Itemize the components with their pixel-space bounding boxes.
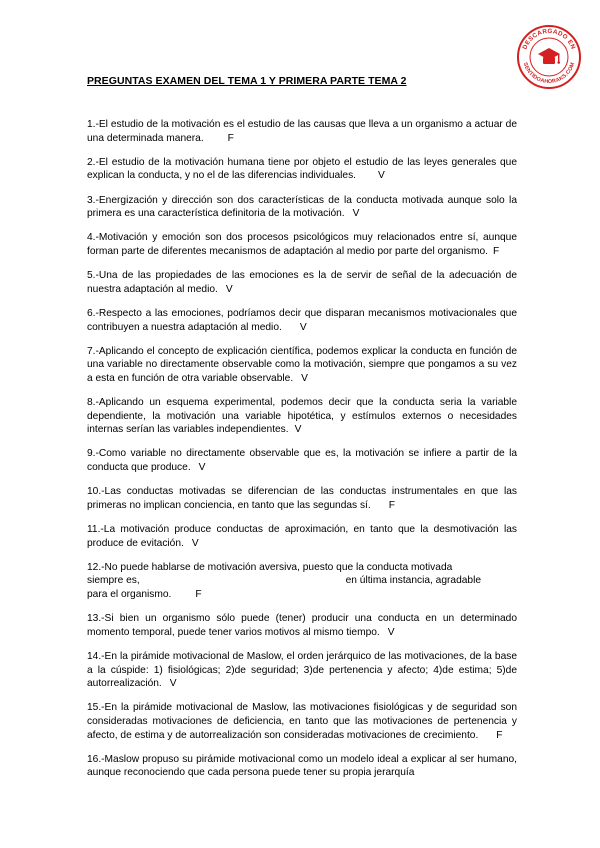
question-12-line-2-right: en última instancia, agradable [345,575,481,587]
download-stamp-icon [516,24,582,90]
question-text: 10.-Las conductas motivadas se diferencian de las conductas instrumentales en que las primeras no implican conciencia, en tanto que las segundas sí. [87,486,517,511]
question-1 [87,118,517,145]
question-8 [87,396,517,437]
page-title: PREGUNTAS EXAMEN DEL TEMA 1 Y PRIMERA PARTE TEMA 2 [87,75,407,87]
question-12-line-3 [87,588,517,602]
question-7 [87,345,517,386]
svg-text:DESCARGADO EN [521,28,576,51]
stamp-text-top: DESCARGADO EN [521,27,577,51]
question-text: 16.-Maslow propuso su pirámide motivacional como un modelo ideal a explicar al ser humano, aunque reconociendo que cada persona puede tener su propia jerarquía [87,753,517,779]
question-answer: V [198,462,206,474]
question-answer: V [352,208,360,220]
question-answer: V [191,537,199,549]
question-text: 3.-Energización y dirección son dos características de la conducta motivada aunque solo la primera es una característica definitoria de la motivación. [87,194,517,220]
question-answer: F [227,132,234,144]
question-answer: V [378,170,385,182]
stamp-text-bottom: SENTIDOAHORAKS.COM [521,61,577,86]
question-answer: V [299,321,307,333]
question-16 [87,753,517,780]
question-12 [87,561,517,602]
question-answer: F [496,729,503,741]
question-12-line-3-text: para el organismo. [87,588,172,600]
question-3 [87,194,517,221]
question-14 [87,650,517,691]
question-11 [87,523,517,550]
question-12-line-2 [87,574,517,588]
question-text: 14.-En la pirámide motivacional de Maslow, el orden jerárquico de las motivaciones, de la base a la cúspide: 1) fisiológicas; 2)de seguridad; 3)de pertenencia y afecto; 4)de estima; 5)de autorrealización. [87,650,517,690]
question-text: 8.-Aplicando un esquema experimental, podemos decir que la conducta seria la variable dependiente, la motivación una variable hipotética, y estímulos externos o necesidades internas serían las variables independientes. [87,397,517,436]
question-text: 1.-El estudio de la motivación es el estudio de las causas que lleva a un organismo a actuar de una determinada manera. [87,119,517,144]
question-text: 13.-Si bien un organismo sólo puede (tener) producir una conducta en un determinado momento temporal, puede tener varios motivos al mismo tiempo. [87,613,517,638]
question-text: 15.-En la pirámide motivacional de Maslow, las motivaciones fisiológicas y de seguridad son consideradas motivaciones de deficiencia, en tanto que las motivaciones de pertenencia y afecto, de estima y de autorrealización son consideradas motivaciones de crecimiento. [87,702,517,741]
question-text: 7.-Aplicando el concepto de explicación científica, podemos explicar la conducta en función de una variable no directamente observable como la motivación, siempre que pongamos a su vez a esta en función de otra variable observable. [87,345,517,384]
question-4 [87,231,517,258]
question-9 [87,447,517,474]
question-answer: V [294,424,302,436]
question-answer: V [387,626,395,638]
question-text: 6.-Respecto a las emociones, podríamos decir que disparan mecanismos motivacionales que contribuyen a nuestra adaptación al medio. [87,307,517,333]
question-text: 11.-La motivación produce conductas de aproximación, en tanto que la desmotivación las produce de evitación. [87,524,517,549]
question-2 [87,156,517,183]
question-answer: V [225,283,233,295]
question-5 [87,269,517,296]
question-answer: V [301,372,308,384]
question-13 [87,612,517,639]
question-answer: V [169,678,177,690]
question-10 [87,485,517,512]
question-text: 9.-Como variable no directamente observable que es, la motivación se infiere a partir de la conducta que produce. [87,448,517,474]
question-6 [87,307,517,334]
question-12-line-2-left: siempre es, [87,575,140,587]
question-text: 5.-Una de las propiedades de las emociones es la de servir de señal de la adecuación de nuestra adaptación al medio. [87,270,517,295]
question-answer: F [195,588,202,600]
question-15 [87,701,517,742]
question-answer: F [388,499,395,511]
question-text: 4.-Motivación y emoción son dos procesos psicológicos muy relacionados entre sí, aunque forman parte de diferentes mecanismos de adaptación al medio por parte del organismo. [87,232,517,257]
question-text: 2.-El estudio de la motivación humana tiene por objeto el estudio de las leyes generales que explican la conducta, y no el de las diferencias individuales. [87,156,517,182]
question-answer: F [492,245,500,257]
question-12-line-1: 12.-No puede hablarse de motivación aversiva, puesto que la conducta motivada [87,561,453,573]
questions-list [87,118,517,790]
